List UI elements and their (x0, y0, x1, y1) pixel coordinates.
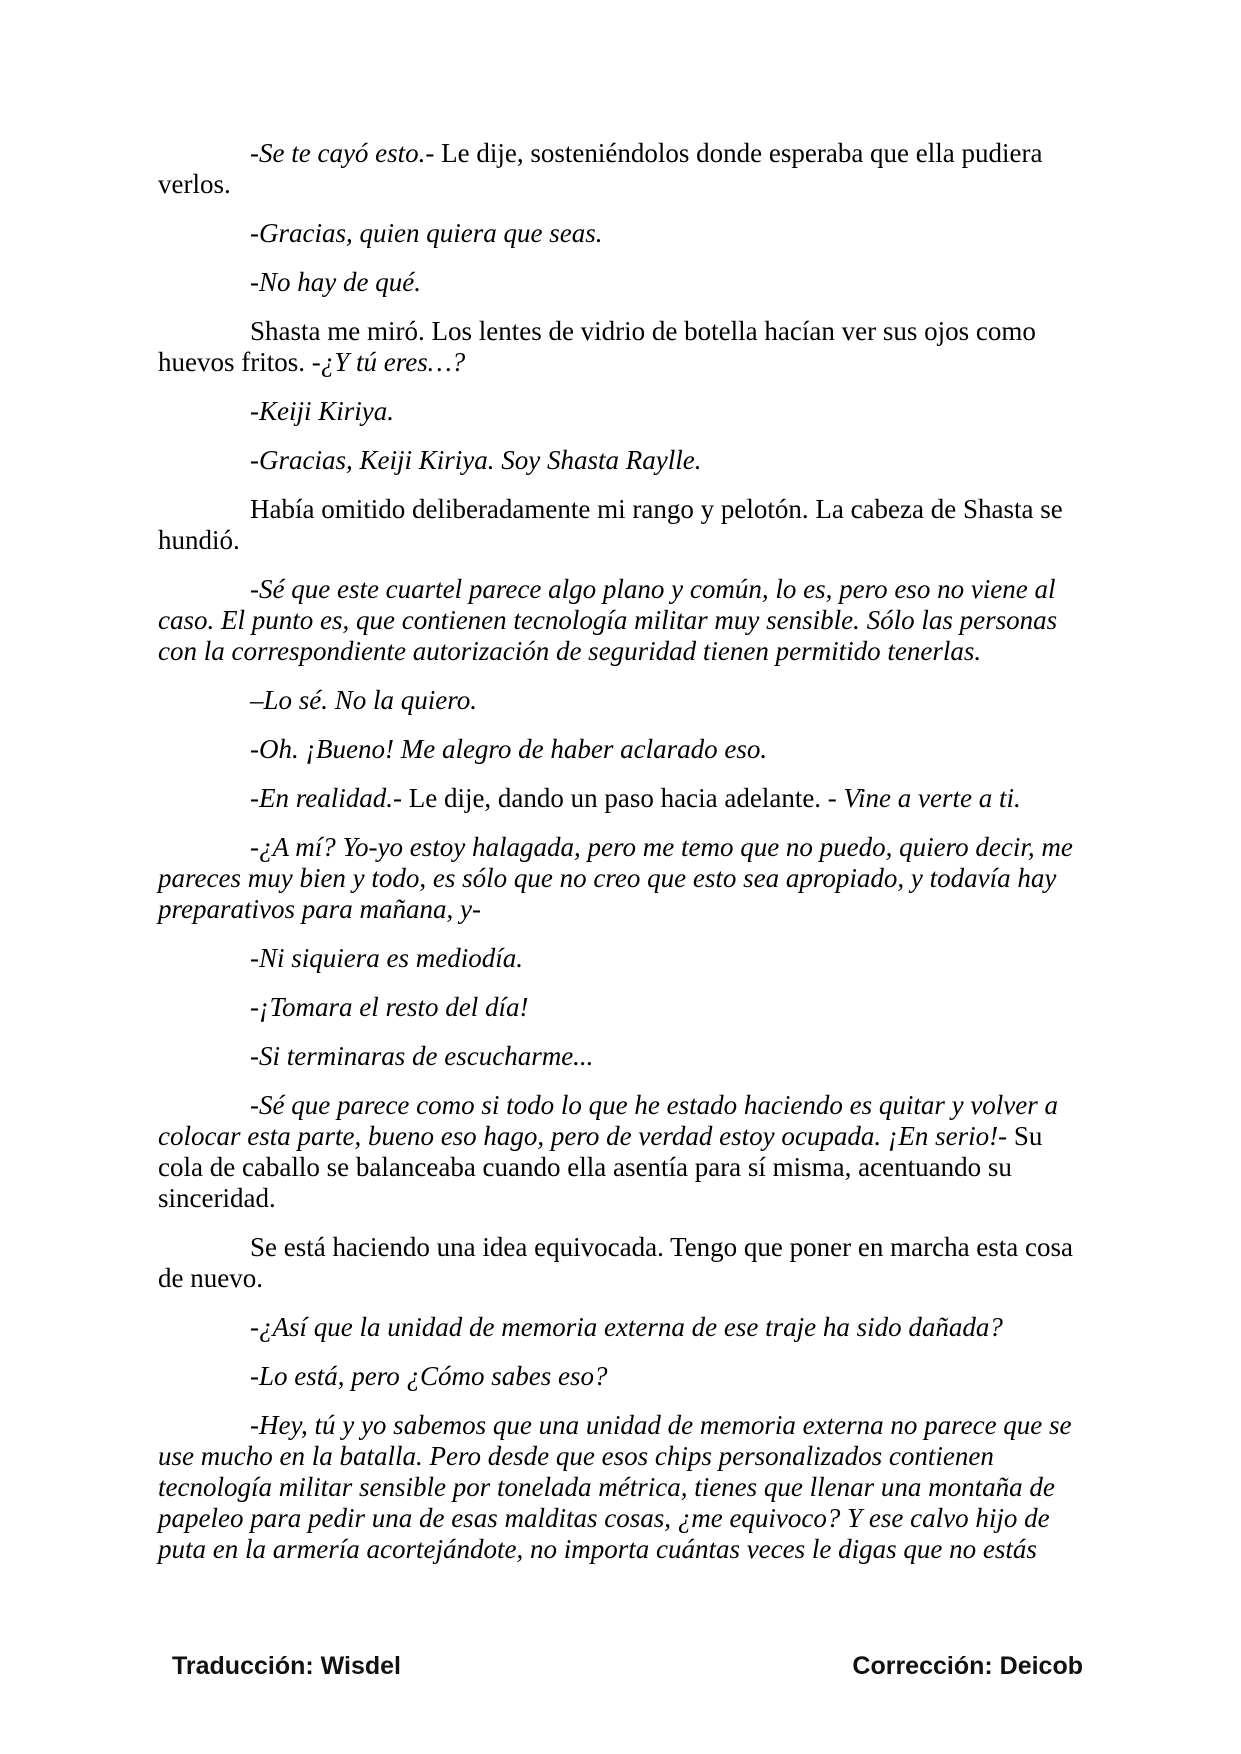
paragraph (158, 1232, 1083, 1294)
text-segment: -Lo está, pero ¿Cómo sabes eso? (250, 1361, 608, 1391)
text-segment: -Se te cayó esto.- (250, 138, 435, 168)
paragraph (158, 734, 1083, 765)
text-segment: Se está haciendo una idea equivocada. Tengo que poner en marcha esta cosa de nuevo. (158, 1232, 1074, 1293)
text-segment: -Keiji Kiriya. (250, 396, 394, 426)
paragraph (158, 1361, 1083, 1392)
text-segment: -¿Y tú eres…? (311, 347, 466, 377)
paragraph (158, 316, 1083, 378)
text-segment: Shasta me miró. Los lentes de vidrio de botella hacían ver sus ojos como huevos fritos. (158, 316, 1036, 377)
text-segment: -Sé que este cuartel parece algo plano y común, lo es, pero eso no viene al caso. El punto es, que contienen tecnología militar muy sensible. Sólo las personas con la correspondiente autorización de seguridad tienen permitido tenerlas. (158, 574, 1058, 666)
paragraph (158, 574, 1083, 667)
paragraph (158, 783, 1083, 814)
text-segment: -Si terminaras de escucharme... (250, 1041, 594, 1071)
paragraph (158, 218, 1083, 249)
text-segment: Su cola de caballo se balanceaba cuando ella asentía para sí misma, acentuando su sinceridad. (158, 1121, 1043, 1213)
paragraph (158, 685, 1083, 716)
text-segment: -¡Tomara el resto del día! (250, 992, 529, 1022)
text-segment: -Hey, tú y yo sabemos que una unidad de memoria externa no parece que se use mucho en la batalla. Pero desde que esos chips personalizados contienen tecnología militar sensible por tonelada métrica, tienes que llenar una montaña de papeleo para pedir una de esas malditas cosas, ¿me equivoco? Y ese calvo hijo de puta en la armería acortejándote, no importa cuántas veces le digas que no estás (158, 1410, 1072, 1564)
text-segment: -Sé que parece como si todo lo que he estado haciendo es quitar y volver a colocar esta parte, bueno eso hago, pero de verdad estoy ocupada. ¡En serio!- (158, 1090, 1059, 1151)
text-segment: Había omitido deliberadamente mi rango y pelotón. La cabeza de Shasta se hundió. (158, 494, 1063, 555)
page-footer (172, 1652, 1083, 1681)
paragraph (158, 943, 1083, 974)
text-segment: –Lo sé. No la quiero. (250, 685, 478, 715)
paragraph (158, 267, 1083, 298)
text-segment: Le dije, dando un paso hacia adelante. - (401, 783, 844, 813)
paragraph (158, 832, 1083, 925)
text-block (158, 138, 1083, 1583)
paragraph (158, 396, 1083, 427)
text-segment: -No hay de qué. (250, 267, 421, 297)
text-segment: Le dije, sosteniéndolos donde esperaba que ella pudiera verlos. (158, 138, 1043, 199)
translation-credit: Traducción: Wisdel (172, 1652, 401, 1680)
text-segment: -¿Así que la unidad de memoria externa de ese traje ha sido dañada? (250, 1312, 1003, 1342)
paragraph (158, 1041, 1083, 1072)
paragraph (158, 992, 1083, 1023)
text-segment: Vine a verte a ti. (843, 783, 1021, 813)
text-segment: -Oh. ¡Bueno! Me alegro de haber aclarado eso. (250, 734, 768, 764)
paragraph (158, 445, 1083, 476)
text-segment: -¿A mí? Yo-yo estoy halagada, pero me temo que no puedo, quiero decir, me pareces muy bien y todo, es sólo que no creo que esto sea apropiado, y todavía hay preparativos para mañana, y- (158, 832, 1073, 924)
paragraph (158, 1410, 1083, 1565)
text-segment: -Gracias, quien quiera que seas. (250, 218, 603, 248)
text-segment: -En realidad.- (250, 783, 402, 813)
paragraph (158, 1312, 1083, 1343)
correction-credit: Corrección: Deicob (852, 1652, 1083, 1680)
paragraph (158, 1090, 1083, 1214)
paragraph (158, 138, 1083, 200)
text-segment: -Ni siquiera es mediodía. (250, 943, 523, 973)
text-segment: -Gracias, Keiji Kiriya. Soy Shasta Raylle. (250, 445, 702, 475)
paragraph (158, 494, 1083, 556)
